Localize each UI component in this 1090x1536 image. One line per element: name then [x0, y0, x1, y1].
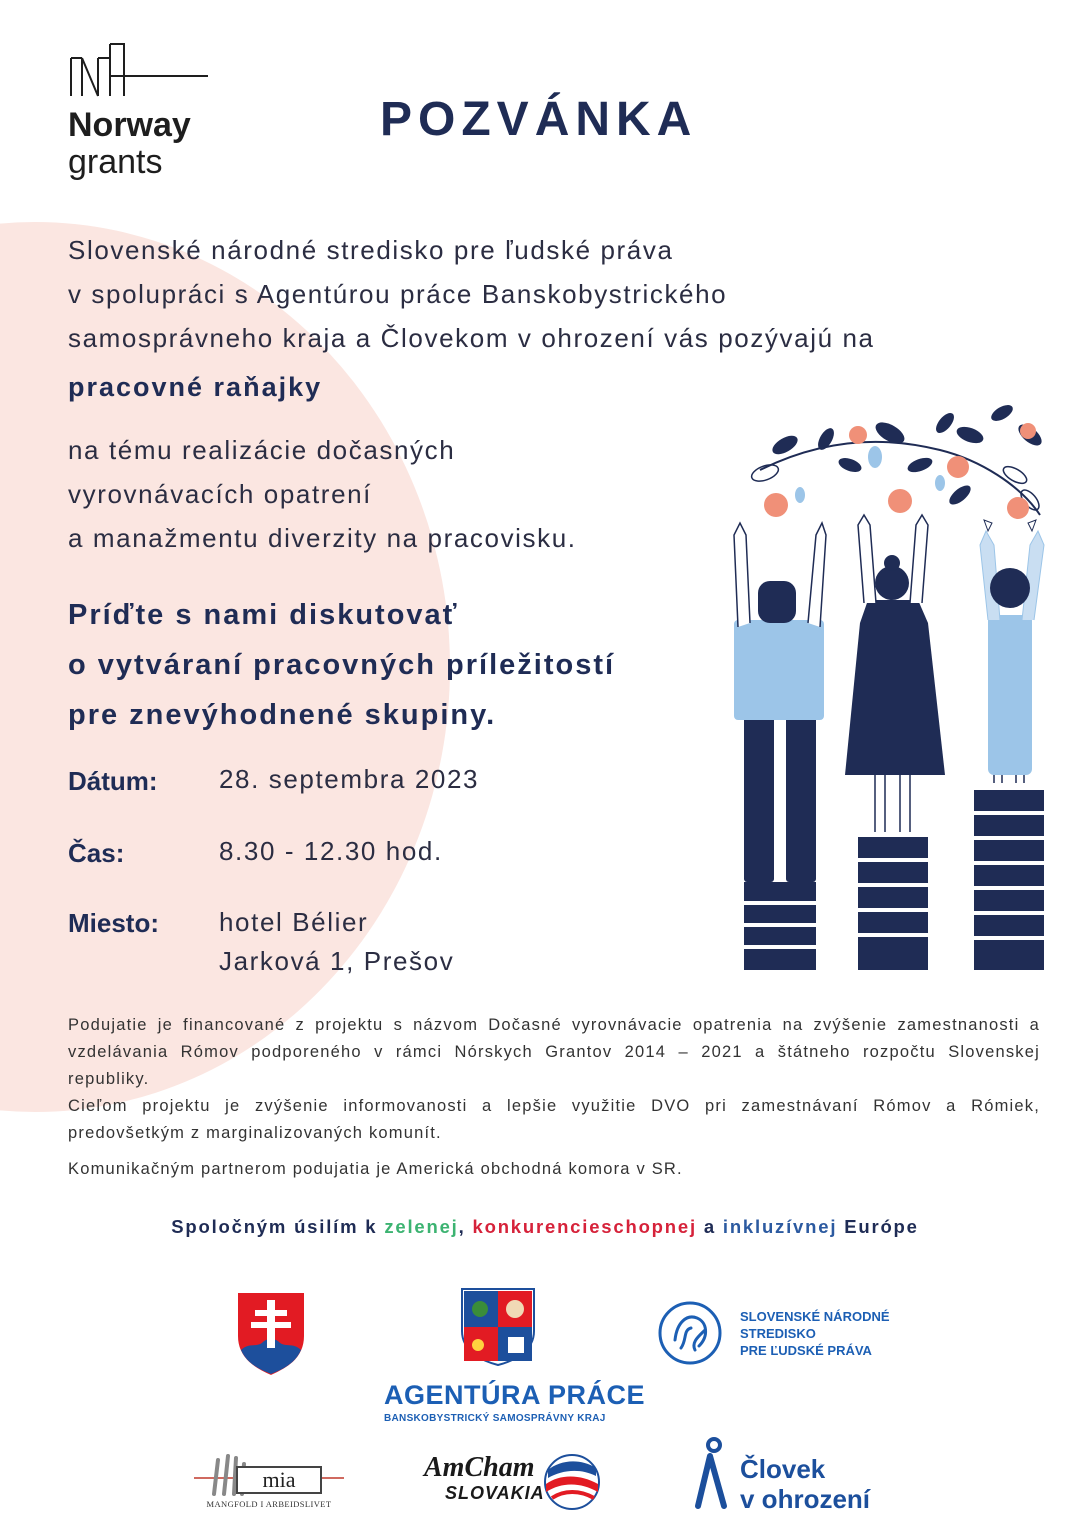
agentura-prace-subtitle: BANSKOBYSTRICKÝ SAMOSPRÁVNY KRAJ	[384, 1413, 606, 1424]
illustration	[730, 395, 1060, 975]
mia-subtitle: MANGFOLD I ARBEIDSLIVET	[206, 1499, 332, 1509]
place-label: Miesto:	[68, 908, 159, 938]
topic-line: a manažmentu diverzity na pracovisku.	[68, 523, 577, 553]
topic-line: vyrovnávacích opatrení	[68, 479, 373, 509]
logo-line1: Norway	[68, 106, 191, 144]
time-label: Čas:	[68, 838, 125, 868]
amcham-logo-subtext: SLOVAKIA	[445, 1483, 545, 1503]
mia-logo	[194, 1454, 344, 1514]
page-title: POZVÁNKA	[380, 93, 698, 146]
slogan	[0, 1216, 1090, 1238]
clovek-v-ohrozeni-icon	[694, 1436, 728, 1510]
slovak-coat-of-arms-icon	[235, 1290, 307, 1378]
clovek-line: v ohrození	[740, 1484, 871, 1514]
clovek-v-ohrozeni-text	[740, 1454, 870, 1514]
slogan-blue: inkluzívnej	[722, 1216, 838, 1237]
water-drops	[795, 446, 945, 503]
time-value: 8.30 - 12.30 hod.	[219, 836, 443, 866]
intro-text	[68, 228, 1058, 360]
person-3	[974, 520, 1044, 970]
snslp-line: PRE ĽUDSKÉ PRÁVA	[740, 1343, 872, 1358]
call-to-action	[68, 590, 615, 740]
person-1	[734, 523, 826, 970]
slogan-part4: Európe	[837, 1216, 919, 1237]
snslp-logo-text	[740, 1308, 890, 1359]
fineprint	[68, 1012, 1040, 1147]
date-value: 28. septembra 2023	[219, 764, 480, 794]
slogan-red: konkurencieschopnej	[472, 1216, 697, 1237]
mia-word: mia	[236, 1466, 322, 1494]
topic-line: na tému realizácie dočasných	[68, 435, 456, 465]
amcham-flag-icon	[540, 1452, 604, 1512]
amcham-logo-text: AmCham	[424, 1452, 535, 1483]
place-value	[219, 903, 454, 981]
snslp-logo-icon	[657, 1300, 723, 1366]
intro-line: samosprávneho kraja a Človekom v ohrození vás pozývajú na	[68, 323, 875, 353]
cta-line: pre znevýhodnené skupiny.	[68, 699, 497, 731]
date-label: Dátum:	[68, 766, 158, 796]
place-line2: Jarková 1, Prešov	[219, 946, 455, 976]
place-line1: hotel Bélier	[219, 907, 369, 937]
fineprint-p2: Cieľom projektu je zvýšenie informovanosti a lepšie využitie DVO pri zamestnávaní Rómov a Rómiek, predovšetkým z marginalizovaných komunít.	[68, 1097, 1040, 1142]
person-2	[845, 515, 945, 970]
snslp-line: SLOVENSKÉ NÁRODNÉ	[740, 1309, 890, 1324]
norway-grants-logo	[68, 40, 218, 181]
agentura-prace-title: AGENTÚRA PRÁCE	[384, 1380, 646, 1410]
snslp-line: STREDISKO	[740, 1326, 816, 1341]
clovek-line: Človek	[740, 1454, 826, 1484]
partner-text: Komunikačným partnerom podujatia je Americká obchodná komora v SR.	[68, 1160, 683, 1178]
cta-line: Príďte s nami diskutovať	[68, 599, 459, 631]
bbsk-coat-of-arms-icon	[460, 1287, 536, 1367]
event-name: pracovné raňajky	[68, 372, 323, 402]
slogan-part1: Spoločným úsilím k	[171, 1216, 385, 1237]
intro-line: Slovenské národné stredisko pre ľudské práva	[68, 235, 674, 265]
norway-grants-icon	[68, 40, 208, 98]
slogan-green: zelenej	[384, 1216, 459, 1237]
cta-line: o vytváraní pracovných príležitostí	[68, 649, 616, 681]
slogan-part2: ,	[458, 1216, 473, 1237]
logo-line2: grants	[68, 143, 163, 181]
fineprint-p1: Podujatie je financované z projektu s názvom Dočasné vyrovnávacie opatrenia na zvýšenie zamestnanosti a vzdelávania Rómov podporeného v rámci Nórskych Grantov 2014 – 2021 a štátneho rozpočtu Slovenskej republiky.	[68, 1016, 1040, 1088]
slogan-part3: a	[696, 1216, 723, 1237]
topic-text	[68, 428, 577, 560]
intro-line: v spolupráci s Agentúrou práce Banskobystrického	[68, 279, 728, 309]
